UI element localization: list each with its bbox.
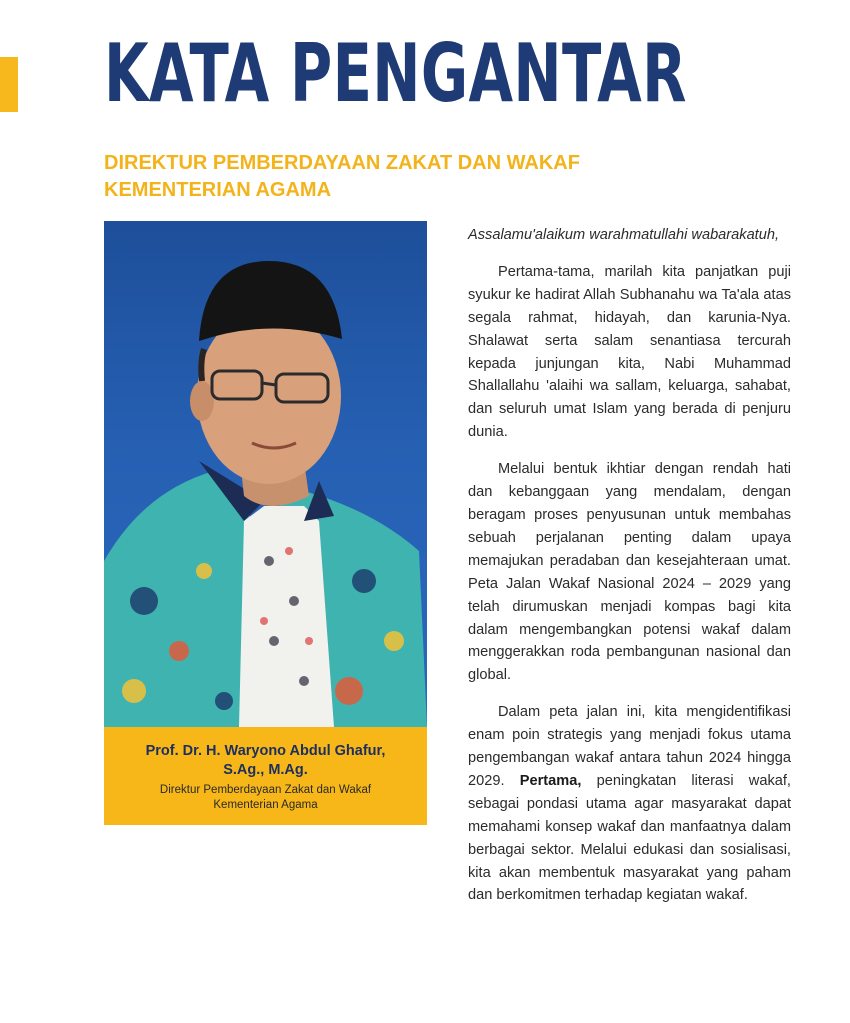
paragraph-3-bold: Pertama, bbox=[519, 772, 582, 789]
portrait-caption bbox=[104, 727, 427, 825]
person-role bbox=[104, 783, 427, 813]
person-name-line-2: S.Ag., M.Ag. bbox=[223, 762, 308, 778]
person-role-line-1: Direktur Pemberdayaan Zakat dan Wakaf bbox=[159, 784, 372, 796]
accent-bar bbox=[0, 57, 18, 112]
paragraph-3-end: peningkatan literasi wakaf, sebagai pondasi utama agar masyarakat dapat memahami konsep wakaf dan manfaatnya dalam berbagai sektor. Melalui edukasi dan sosialisasi, kita akan membentuk masyarakat yang paham dan berkomitmen terhadap kegiatan wakaf. bbox=[468, 772, 791, 904]
portrait-card bbox=[104, 221, 427, 825]
person-role-line-2: Kementerian Agama bbox=[213, 799, 318, 811]
page-title: KATA PENGANTAR bbox=[104, 27, 687, 120]
page-subtitle bbox=[104, 150, 664, 204]
paragraph-1: Pertama-tama, marilah kita panjatkan puji syukur ke hadirat Allah Subhanahu wa Ta'ala atas segala rahmat, hidayah, dan karunia-Nya. Shalawat serta salam senantiasa tercurah kepada junjungan kita, Nabi Muhammad Shallallahu 'alaihi wa sallam, keluarga, sahabat, dan seluruh umat Islam yang berada di penjuru dunia. bbox=[468, 263, 791, 441]
subtitle-line-1: DIREKTUR PEMBERDAYAAN ZAKAT DAN WAKAF bbox=[104, 152, 580, 174]
portrait-photo bbox=[104, 221, 427, 727]
person-name-line-1: Prof. Dr. H. Waryono Abdul Ghafur, bbox=[145, 743, 386, 759]
subtitle-line-2: KEMENTERIAN AGAMA bbox=[104, 179, 332, 201]
foreword-body bbox=[468, 224, 791, 921]
person-name bbox=[104, 742, 427, 780]
paragraph-3 bbox=[468, 701, 791, 907]
paragraph-3-start: Dalam peta jalan ini, kita mengidentifikasi enam poin strategis yang menjadi fokus utama pengembangan wakaf antara tahun 2024 hingga 2029. bbox=[468, 704, 791, 789]
paragraph-2: Melalui bentuk ikhtiar dengan rendah hati dan kebanggaan yang mendalam, dengan beragam proses penyusunan untuk membahas sebuah perjalanan penting dalam upaya memajukan peradaban dan kesejahteraan umat. Peta Jalan Wakaf Nasional 2024 – 2029 yang telah dirumuskan menjadi kompas bagi kita dalam mengembangkan potensi wakaf dalam menggerakkan roda pembangunan nasional dan global. bbox=[468, 461, 791, 684]
portrait-illustration bbox=[104, 221, 427, 727]
greeting-paragraph: Assalamu'alaikum warahmatullahi wabarakatuh, bbox=[468, 227, 780, 243]
